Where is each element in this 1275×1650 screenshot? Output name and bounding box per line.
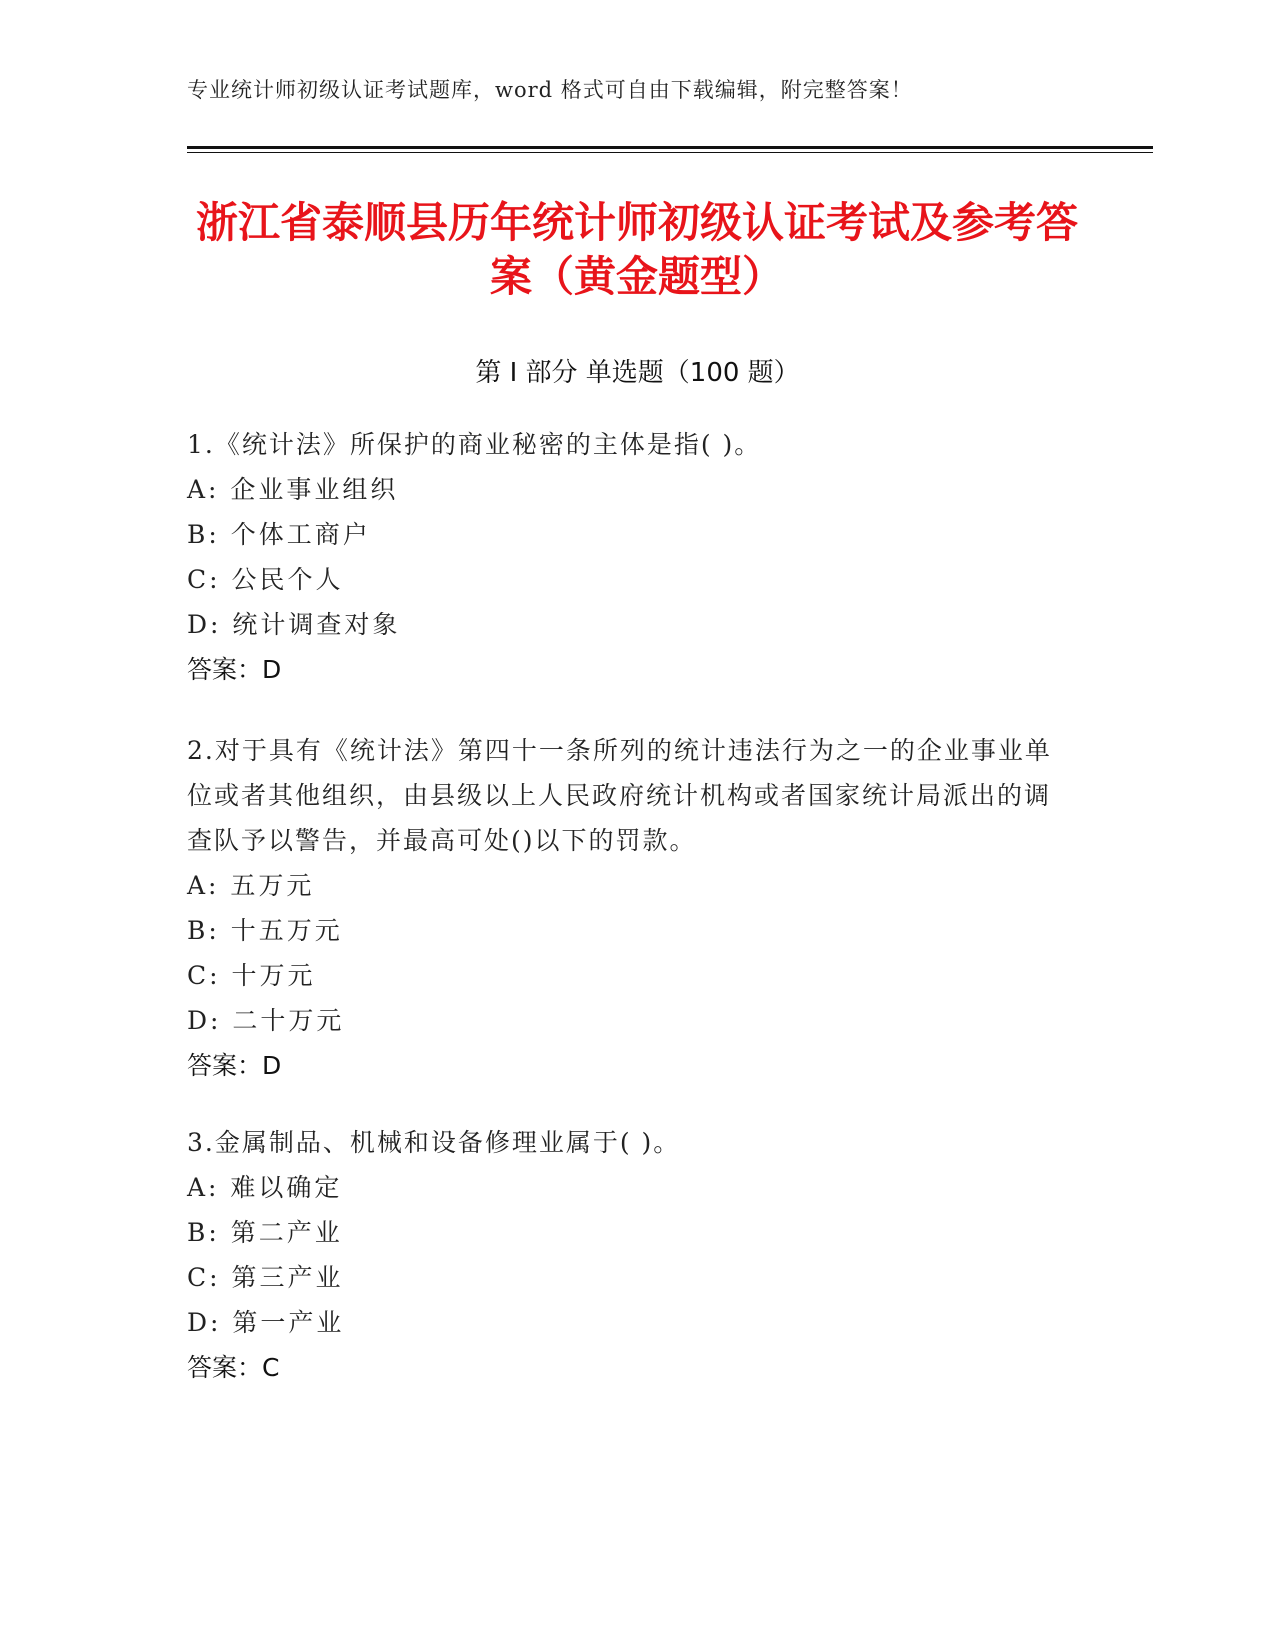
header-note: 专业统计师初级认证考试题库，word 格式可自由下载编辑，附完整答案！ xyxy=(187,78,913,102)
question-stem: 1.《统计法》所保护的商业秘密的主体是指( )。 xyxy=(187,430,762,459)
header-divider-thick xyxy=(187,146,1153,149)
document-title: 浙江省泰顺县历年统计师初级认证考试及参考答案（黄金题型） xyxy=(195,198,1078,301)
option-b: B: 第二产业 xyxy=(187,1218,343,1247)
option-c: C: 十万元 xyxy=(187,961,316,990)
option-a: A: 难以确定 xyxy=(187,1173,343,1202)
header-divider-thin xyxy=(187,152,1153,153)
option-d: D: 统计调查对象 xyxy=(187,610,401,639)
option-d: D: 二十万元 xyxy=(187,1006,345,1035)
question-stem: 3.金属制品、机械和设备修理业属于( )。 xyxy=(187,1128,681,1157)
option-d: D: 第一产业 xyxy=(187,1308,345,1337)
answer: 答案：D xyxy=(187,1051,282,1080)
option-a: A: 企业事业组织 xyxy=(187,475,399,504)
option-a: A: 五万元 xyxy=(187,871,315,900)
question-stem: 2.对于具有《统计法》第四十一条所列的统计违法行为之一的企业事业单位或者其他组织，由县级以上人民政府统计机构或者国家统计局派出的调查队予以警告，并最高可处()以下的罚款。 xyxy=(187,736,1052,855)
section-title: 第 I 部分 单选题（100 题） xyxy=(475,358,800,388)
question-1 xyxy=(187,422,1067,692)
question-2 xyxy=(187,728,1067,1088)
answer: 答案：D xyxy=(187,655,282,684)
option-c: C: 第三产业 xyxy=(187,1263,344,1292)
question-3 xyxy=(187,1120,1067,1390)
option-c: C: 公民个人 xyxy=(187,565,344,594)
option-b: B: 个体工商户 xyxy=(187,520,371,549)
answer: 答案：C xyxy=(187,1353,280,1382)
option-b: B: 十五万元 xyxy=(187,916,343,945)
